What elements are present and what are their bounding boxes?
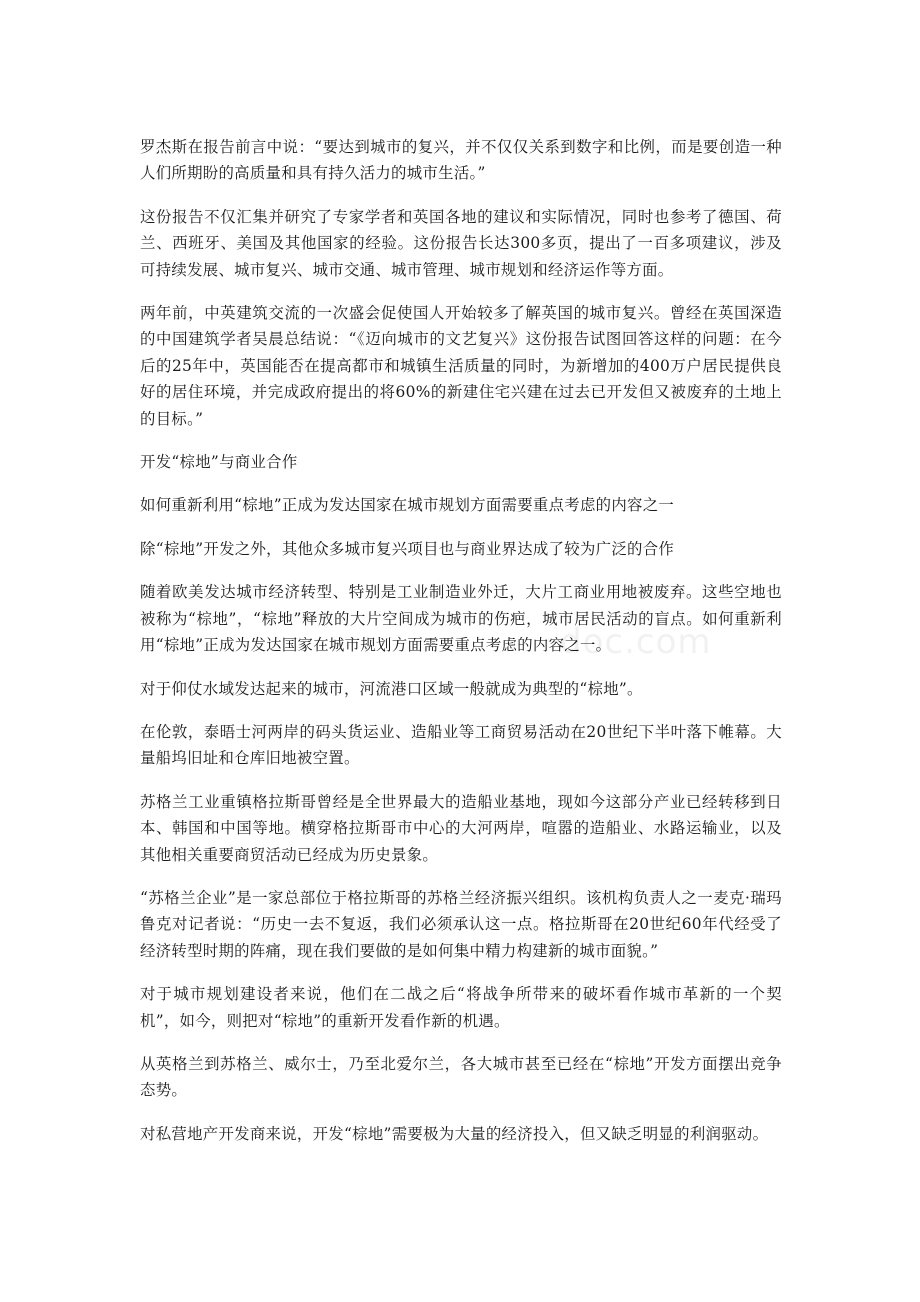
paragraph-glasgow-shipbuilding: 苏格兰工业重镇格拉斯哥曾经是全世界最大的造船业基地，现如今这部分产业已经转移到日本、韩国和中国等地。横穿格拉斯哥市中心的大河两岸，喧嚣的造船业、水路运输业，以及其他相关重要商贸活动已经成为历史景象。 xyxy=(140,792,782,864)
paragraph-rogers-quote: 罗杰斯在报告前言中说：“要达到城市的复兴，并不仅仅关系到数字和比例，而是要创造一种人们所期盼的高质量和具有持久活力的城市生活。” xyxy=(140,138,782,183)
paragraph-subtitle-2: 除“棕地”开发之外，其他众多城市复兴项目也与商业界达成了较为广泛的合作 xyxy=(140,539,675,558)
section-heading-brownfield: 开发“棕地”与商业合作 xyxy=(140,453,298,472)
article-body xyxy=(140,134,782,1164)
paragraph-uk-competition: 从英格兰到苏格兰、威尔士，乃至北爱尔兰，各大城市甚至已经在“棕地”开发方面摆出竞争态势。 xyxy=(140,1054,782,1100)
paragraph-urban-planners: 对于城市规划建设者来说，他们在二战之后“将战争所带来的破坏看作城市革新的一个契机”，如今，则把对“棕地”的重新开发看作新的机遇。 xyxy=(140,985,782,1030)
paragraph-brownfield-definition: 随着欧美发达城市经济转型、特别是工业制造业外迁，大片工商业用地被废弃。这些空地也被称为“棕地”，“棕地”释放的大片空间成为城市的伤疤，城市居民活动的盲点。如何重新利用“棕地”正成为发达国家在城市规划方面需要重点考虑的内容之一。 xyxy=(140,583,782,655)
paragraph-waterfront-cities: 对于仰仗水域发达起来的城市，河流港口区域一般就成为典型的“棕地”。 xyxy=(140,679,643,698)
paragraph-subtitle-1: 如何重新利用“棕地”正成为发达国家在城市规划方面需要重点考虑的内容之一 xyxy=(140,496,675,515)
watermark: doc.com xyxy=(560,622,712,662)
paragraph-report-summary: 这份报告不仅汇集并研究了专家学者和英国各地的建议和实际情况，同时也参考了德国、荷兰、西班牙、美国及其他国家的经验。这份报告长达300多页，提出了一百多项建议，涉及可持续发展、城市复兴、城市交通、城市管理、城市规划和经济运作等方面。 xyxy=(140,207,782,279)
paragraph-scottish-enterprise: “苏格兰企业”是一家总部位于格拉斯哥的苏格兰经济振兴组织。该机构负责人之一麦克·瑞玛鲁克对记者说：“历史一去不复返，我们必须承认这一点。格拉斯哥在20世纪60年代经受了经济转型时期的阵痛，现在我们要做的是如何集中精力构建新的城市面貌。” xyxy=(140,888,782,960)
paragraph-london-thames: 在伦敦，泰晤士河两岸的码头货运业、造船业等工商贸易活动在20世纪下半叶落下帷幕。大量船坞旧址和仓库旧地被空置。 xyxy=(140,722,782,768)
paragraph-wu-chen-quote: 两年前，中英建筑交流的一次盛会促使国人开始较多了解英国的城市复兴。曾经在英国深造的中国建筑学者吴晨总结说：“《迈向城市的文艺复兴》这份报告试图回答这样的问题：在今后的25年中，英国能否在提高都市和城镇生活质量的同时，为新增加的400万户居民提供良好的居住环境，并完成政府提出的将60%的新建住宅兴建在过去已开发但又被废弃的土地上的目标。” xyxy=(140,304,782,428)
paragraph-private-developers: 对私营地产开发商来说，开发“棕地”需要极为大量的经济投入，但又缺乏明显的利润驱动。 xyxy=(140,1124,769,1143)
